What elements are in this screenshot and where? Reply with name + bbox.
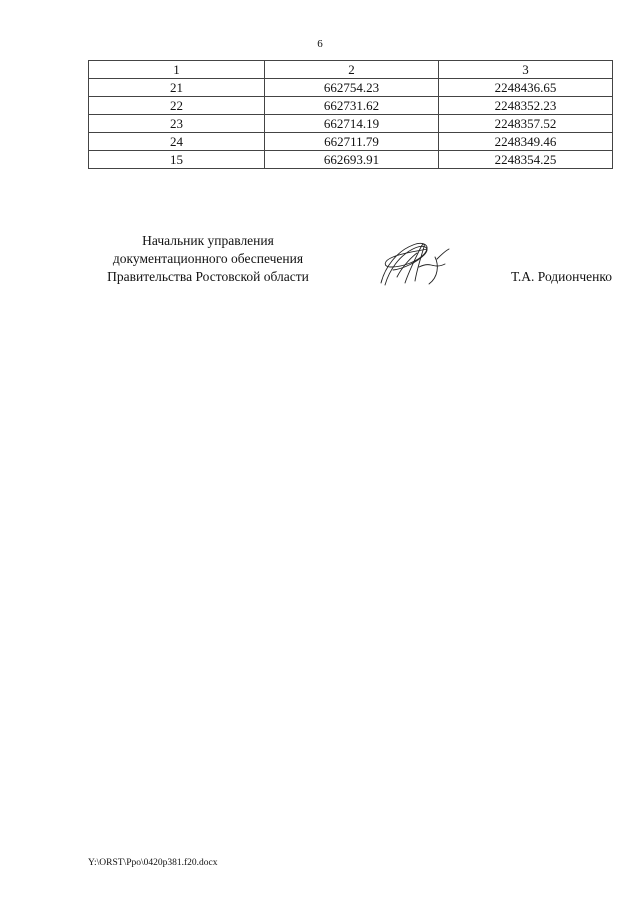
point-number-cell: 15 [89,151,265,169]
signer-name: Т.А. Родионченко [511,269,612,284]
column-header: 3 [439,61,613,79]
y-coordinate-cell: 2248357.52 [439,115,613,133]
x-coordinate-cell: 662693.91 [265,151,439,169]
file-path-footer: Y:\ORST\Ppo\0420p381.f20.docx [88,858,218,868]
table-row [89,97,613,115]
table-row [89,151,613,169]
position-line: Начальник управления [142,233,274,248]
column-header: 2 [265,61,439,79]
table-row [89,79,613,97]
table-header-row [89,61,613,79]
signatory-position [88,232,328,286]
page-number: 6 [317,38,323,50]
point-number-cell: 21 [89,79,265,97]
table-row [89,133,613,151]
position-line: документационного обеспечения [112,251,304,266]
y-coordinate-cell: 2248436.65 [439,79,613,97]
x-coordinate-cell: 662714.19 [265,115,439,133]
point-number-cell: 22 [89,97,265,115]
point-number-cell: 24 [89,133,265,151]
y-coordinate-cell: 2248352.23 [439,97,613,115]
x-coordinate-cell: 662754.23 [265,79,439,97]
point-number-cell: 23 [89,115,265,133]
y-coordinate-cell: 2248349.46 [439,133,613,151]
x-coordinate-cell: 662731.62 [265,97,439,115]
x-coordinate-cell: 662711.79 [265,133,439,151]
handwritten-signature [375,237,455,289]
column-header: 1 [89,61,265,79]
table-row [89,115,613,133]
position-line: Правительства Ростовской области [107,269,309,284]
coordinates-table [88,60,613,169]
y-coordinate-cell: 2248354.25 [439,151,613,169]
